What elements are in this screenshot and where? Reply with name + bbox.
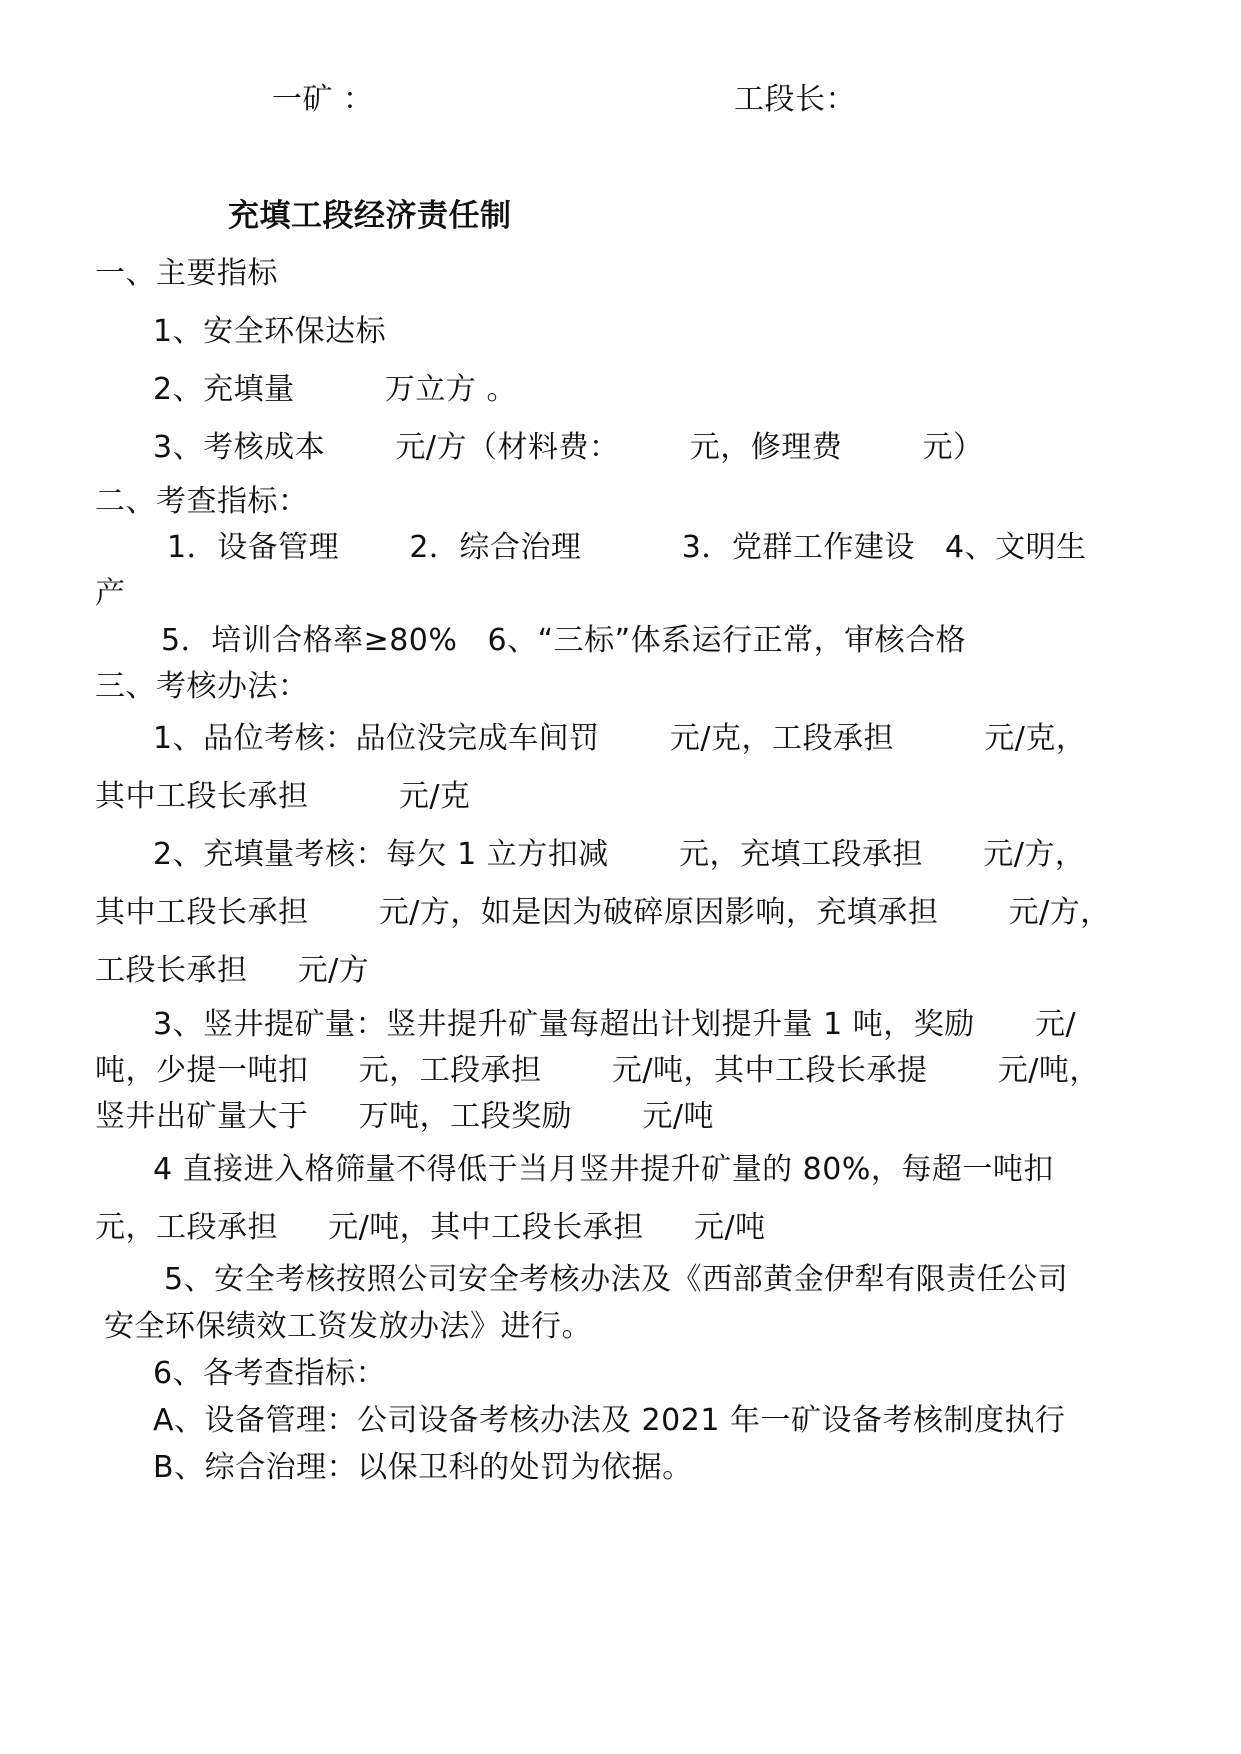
paragraph-line: 产 [95,576,126,611]
paragraph-line: 1．设备管理 2．综合治理 3．党群工作建设 4、文明生 [167,530,1087,565]
paragraph-line: 6、各考查指标： [153,1356,387,1391]
paragraph-line: 吨，少提一吨扣 元，工段承担 元/吨，其中工段长承提 元/吨， [95,1053,1100,1088]
section-chief-label: 工段长： [734,82,856,117]
section-heading: 三、考核办法： [95,669,309,704]
section-heading: 一、主要指标 [95,256,278,291]
paragraph-line: B、综合治理：以保卫科的处罚为依据。 [153,1450,693,1485]
paragraph-line: 3、考核成本 元/方（材料费： 元，修理费 元） [153,430,984,465]
paragraph-line: 其中工段长承担 元/方，如是因为破碎原因影响，充填承担 元/方， [95,895,1111,930]
paragraph-line: 5．培训合格率≥80% 6、“三标”体系运行正常，审核合格 [161,623,967,658]
paragraph-line: 3、竖井提矿量：竖井提升矿量每超出计划提升量 1 吨，奖励 元/ [153,1007,1077,1042]
paragraph-line: 2、充填量考核：每欠 1 立方扣减 元，充填工段承担 元/方， [153,837,1086,872]
paragraph-line: 竖井出矿量大于 万吨，工段奖励 元/吨 [95,1099,715,1134]
paragraph-line: 1、品位考核：品位没完成车间罚 元/克，工段承担 元/克， [153,721,1087,756]
paragraph-line: 5、安全考核按照公司安全考核办法及《西部黄金伊犁有限责任公司 [164,1262,1069,1297]
paragraph-line: 元，工段承担 元/吨，其中工段长承担 元/吨 [95,1210,766,1245]
section-heading: 二、考查指标： [95,484,309,519]
page-title: 充填工段经济责任制 [228,198,512,234]
paragraph-line: 2、充填量 万立方 。 [153,372,517,407]
paragraph-line: 1、安全环保达标 [153,314,387,349]
paragraph-line: 其中工段长承担 元/克 [95,779,471,814]
paragraph-line: 4 直接进入格筛量不得低于当月竖井提升矿量的 80%，每超一吨扣 [153,1152,1054,1187]
mine-label: 一矿 ： [272,82,374,117]
paragraph-line: 工段长承担 元/方 [95,953,370,988]
paragraph-line: 安全环保绩效工资发放办法》进行。 [104,1309,592,1344]
paragraph-line: A、设备管理：公司设备考核办法及 2021 年一矿设备考核制度执行 [153,1403,1066,1438]
